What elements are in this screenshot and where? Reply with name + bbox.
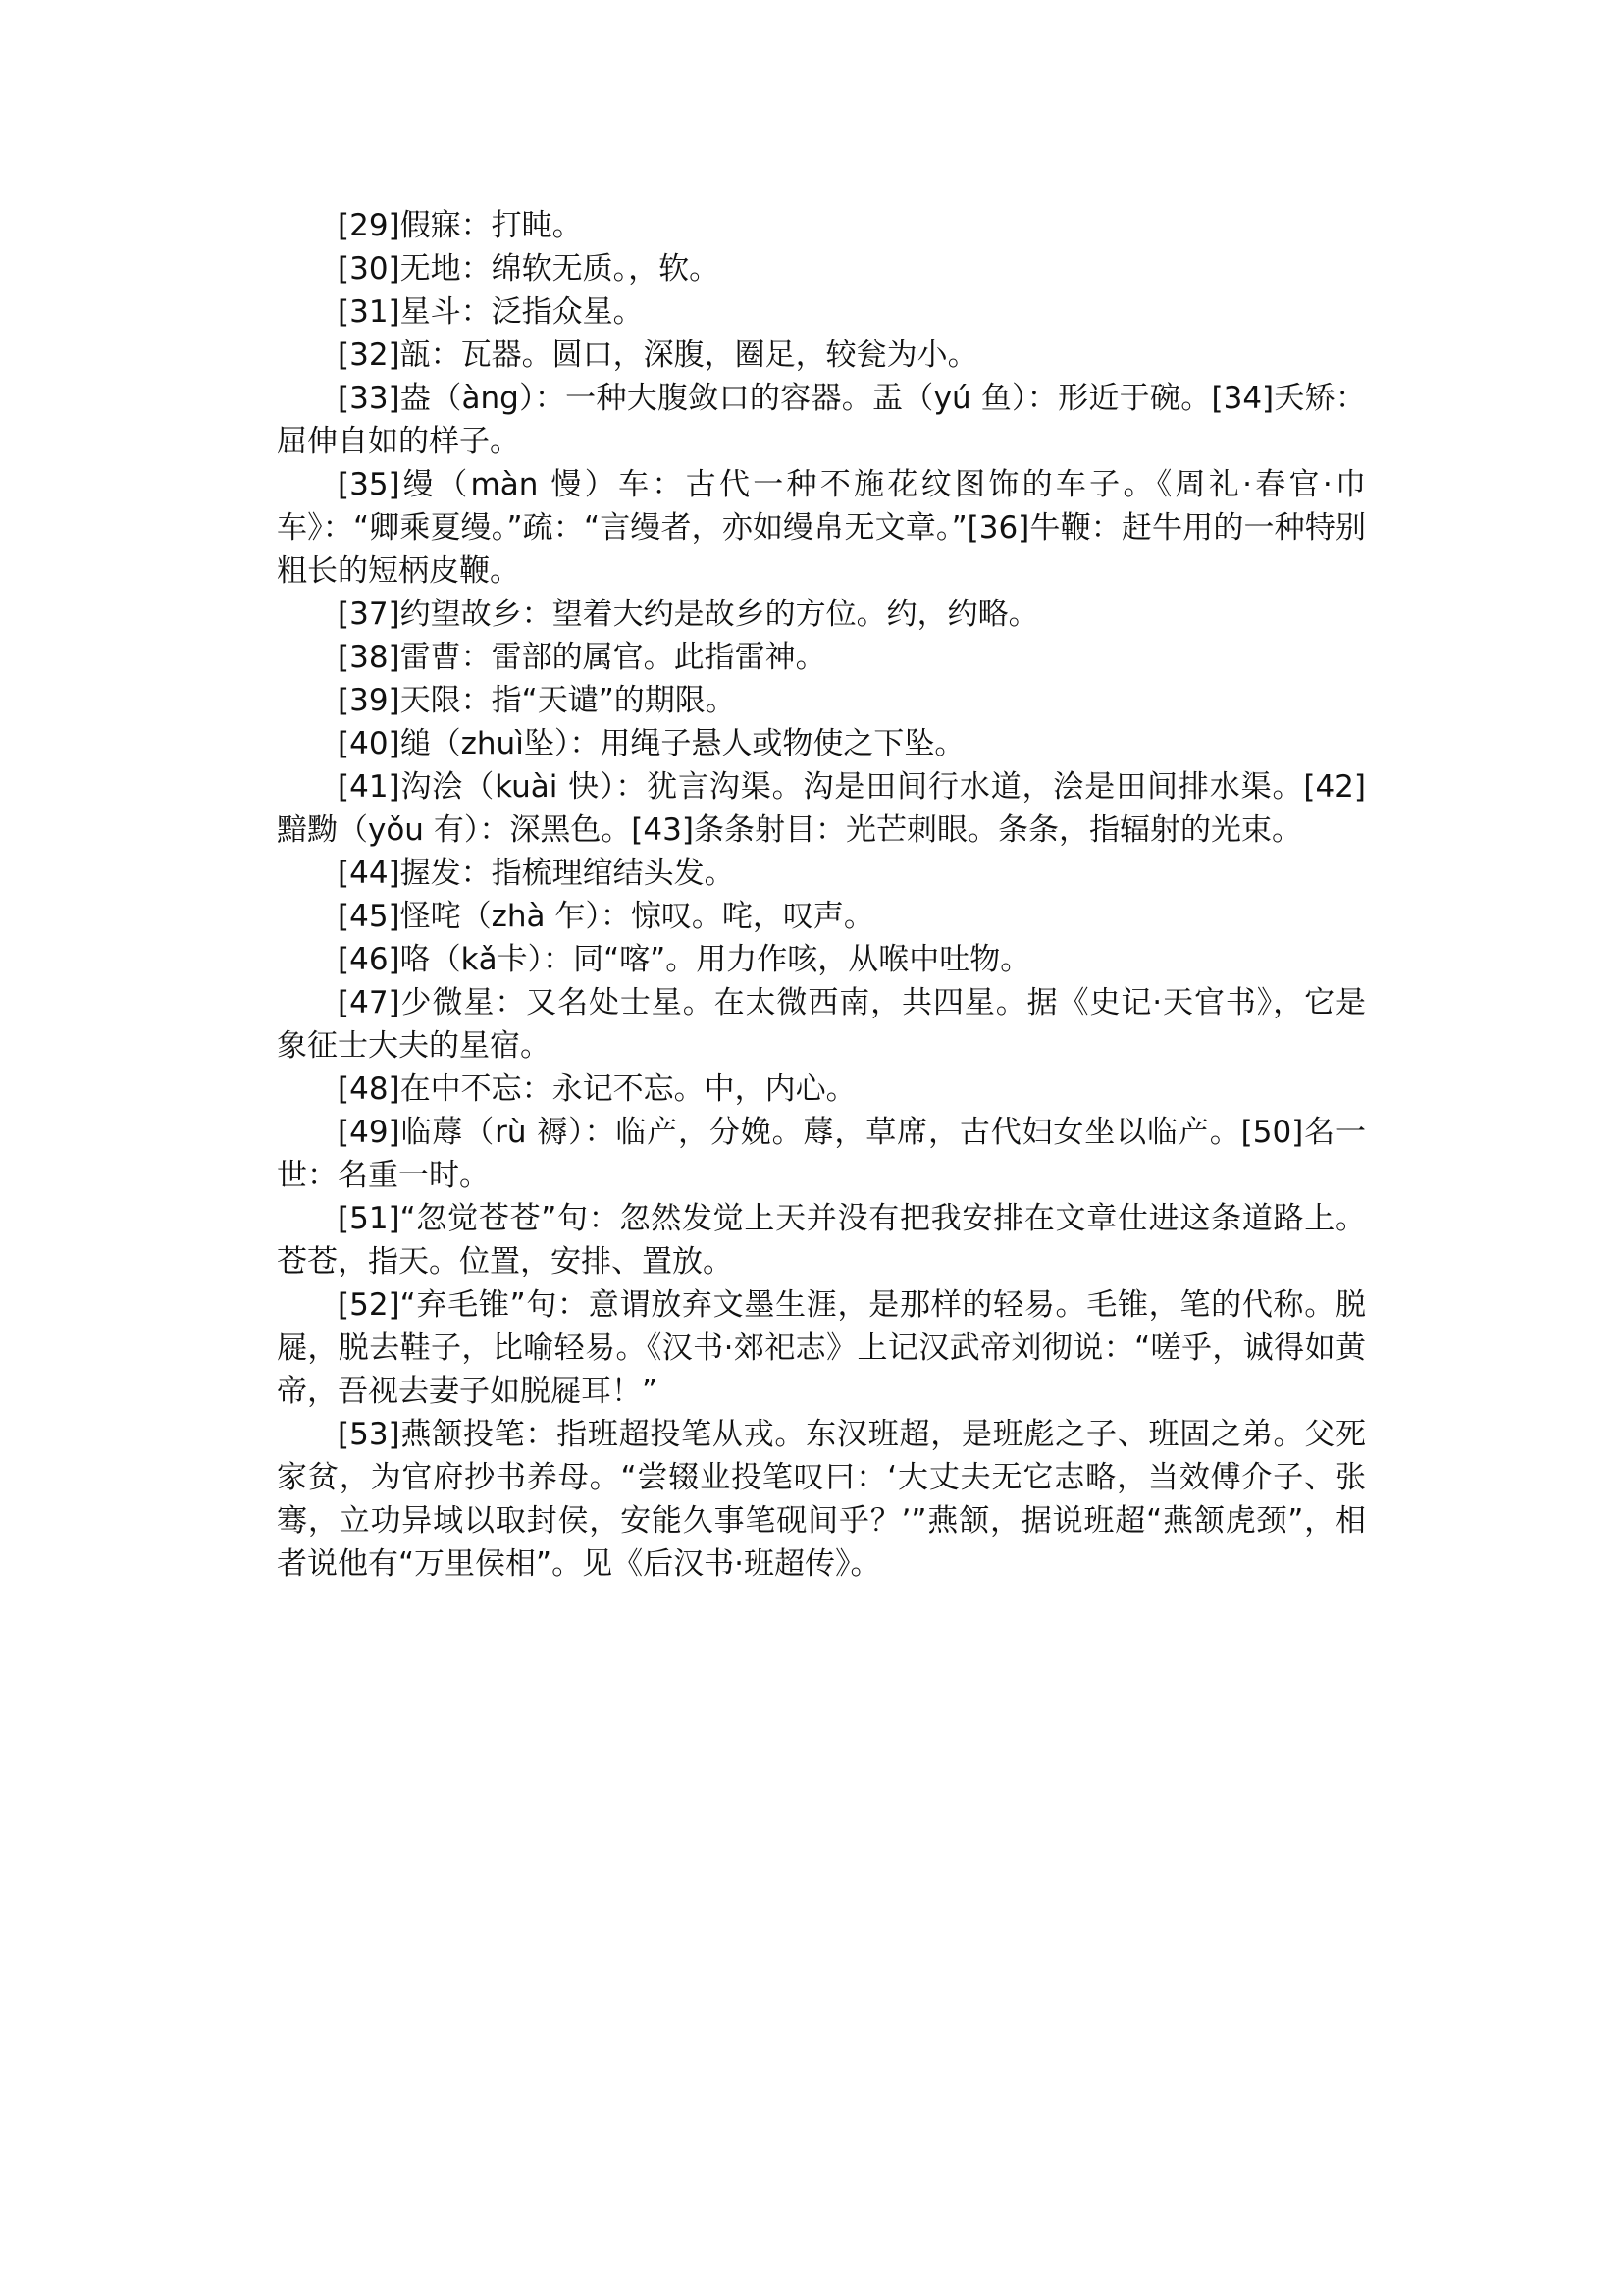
annotation-list: [277, 204, 1366, 1586]
note-40: [40]缒（zhuì坠）：用绳子悬人或物使之下坠。: [338, 726, 966, 761]
note-53: [53]燕颔投笔：指班超投笔从戎。东汉班超，是班彪之子、班固之弟。父死家贫，为官府抄书养母。“尝辍业投笔叹曰：‘大丈夫无它志略，当效傅介子、张骞，立功异域以取封侯，安能久事笔砚间乎？’”燕颔，据说班超“燕颔虎颈”，相者说他有“万里侯相”。见《后汉书·班超传》。: [277, 1417, 1366, 1582]
note-51: [51]“忽觉苍苍”句：忽然发觉上天并没有把我安排在文章仕进这条道路上。苍苍，指天。位置，安排、置放。: [277, 1201, 1366, 1279]
note-32: [32]瓿：瓦器。圆口，深腹，圈足，较瓮为小。: [338, 338, 978, 373]
note-41-43: [41]沟浍（kuài 快）：犹言沟渠。沟是田间行水道，浍是田间排水渠。[42]黯黝（yǒu 有）：深黑色。[43]条条射目：光芒刺眼。条条，指辐射的光束。: [277, 769, 1366, 848]
note-30: [30]无地：绵软无质。，软。: [338, 251, 720, 287]
note-52: [52]“弃毛锥”句：意谓放弃文墨生涯，是那样的轻易。毛锥，笔的代称。脱屣，脱去鞋子，比喻轻易。《汉书·郊祀志》上记汉武帝刘彻说：“嗟乎，诚得如黄帝，吾视去妻子如脱屣耳！”: [277, 1287, 1366, 1409]
note-37: [37]约望故乡：望着大约是故乡的方位。约，约略。: [338, 597, 1039, 632]
note-49-50: [49]临蓐（rù 褥）：临产，分娩。蓐，草席，古代妇女坐以临产。[50]名一世：名重一时。: [277, 1115, 1366, 1193]
note-31: [31]星斗：泛指众星。: [338, 294, 644, 330]
note-35-36: [35]缦（màn 慢）车：古代一种不施花纹图饰的车子。《周礼·春官·巾车》：“卿乘夏缦。”疏：“言缦者，亦如缦帛无文章。”[36]牛鞭：赶牛用的一种特别粗长的短柄皮鞭。: [277, 467, 1366, 589]
note-33-34: [33]盎（àng）：一种大腹敛口的容器。盂（yú 鱼）：形近于碗。[34]夭矫：屈伸自如的样子。: [277, 381, 1366, 459]
note-48: [48]在中不忘：永记不忘。中，内心。: [338, 1071, 857, 1107]
note-47: [47]少微星：又名处士星。在太微西南，共四星。据《史记·天官书》，它是象征士大夫的星宿。: [277, 985, 1366, 1064]
note-29: [29]假寐：打盹。: [338, 208, 583, 243]
note-38: [38]雷曹：雷部的属官。此指雷神。: [338, 640, 826, 675]
note-44: [44]握发：指梳理绾结头发。: [338, 856, 735, 891]
note-39: [39]天限：指“天谴”的期限。: [338, 683, 736, 718]
note-45: [45]怪咤（zhà 乍）：惊叹。咤，叹声。: [338, 899, 874, 934]
note-46: [46]咯（kǎ卡）：同“喀”。用力作咳，从喉中吐物。: [338, 942, 1031, 977]
